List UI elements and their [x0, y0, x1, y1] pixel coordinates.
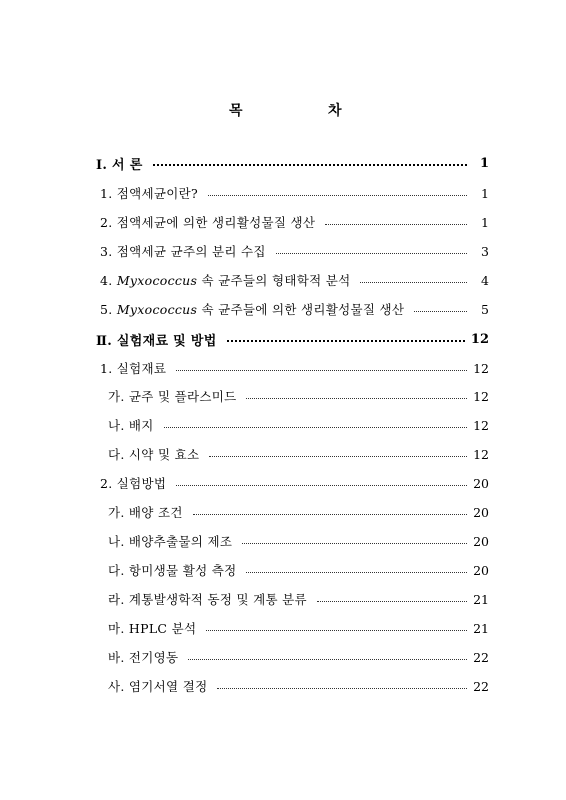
toc-page-number: 3: [481, 243, 489, 259]
toc-page-number: 20: [473, 533, 489, 549]
toc-page-number: 20: [473, 562, 489, 578]
toc-page-number: 22: [473, 649, 489, 665]
toc-dot-leader: [227, 340, 465, 342]
toc-entry: [96, 557, 489, 583]
toc-dot-leader: [360, 282, 467, 283]
toc-entry: [96, 528, 489, 554]
toc-dot-leader: [325, 224, 467, 225]
page-title: [0, 100, 566, 124]
toc-dot-leader: [153, 164, 467, 166]
toc-entry: [96, 355, 489, 381]
toc-entry: [96, 441, 489, 467]
toc-entry-label: 2. 실험방법: [100, 476, 167, 491]
toc-entry: [96, 412, 489, 438]
toc-entry-label: 5. Myxococcus 속 균주들에 의한 생리활성물질 생산: [100, 302, 405, 317]
toc-entry: [96, 644, 489, 670]
toc-entry-italic-genus: Myxococcus: [116, 302, 198, 317]
toc-page-number: 12: [473, 388, 489, 404]
toc-page-number: 21: [473, 591, 489, 607]
toc-entry-label: 1. 실험재료: [100, 361, 167, 376]
toc-page-number: 22: [473, 678, 489, 694]
toc-entry-label: Ⅰ. 서 론: [96, 157, 143, 173]
toc-entry: [96, 470, 489, 496]
toc-entry-label: 라. 계통발생학적 동정 및 계통 분류: [108, 592, 307, 607]
toc-page-number: 1: [479, 155, 489, 171]
toc-entry: [96, 615, 489, 641]
toc-dot-leader: [208, 195, 467, 196]
toc-chapter-entry: [96, 150, 489, 176]
toc-entry: [96, 586, 489, 612]
toc-page-number: 12: [473, 360, 489, 376]
toc-dot-leader: [242, 543, 467, 544]
toc-entry-label: 4. Myxococcus 속 균주들의 형태학적 분석: [100, 273, 351, 288]
toc-entry-italic-genus: Myxococcus: [116, 273, 198, 288]
toc-entry-label: Ⅱ. 실험재료 및 방법: [96, 333, 217, 349]
toc-page-number: 20: [473, 475, 489, 491]
toc-dot-leader: [176, 485, 467, 486]
toc-dot-leader: [206, 630, 467, 631]
toc-entry: [96, 238, 489, 264]
toc-page-number: 21: [473, 620, 489, 636]
toc-entry-label: 다. 시약 및 효소: [108, 447, 200, 462]
toc-entry-label: 나. 배지: [108, 418, 154, 433]
toc-page-number: 5: [481, 301, 489, 317]
title-char-right: 차: [328, 103, 342, 119]
toc-dot-leader: [317, 601, 467, 602]
toc-entry: [96, 209, 489, 235]
toc-entry: [96, 296, 489, 322]
title-char-left: 목: [229, 103, 243, 119]
toc-entry-label: 마. HPLC 분석: [108, 621, 197, 636]
toc-entry-label: 1. 점액세균이란?: [100, 186, 199, 201]
toc-entry-label: 나. 배양추출물의 제조: [108, 534, 233, 549]
toc-page-number: 12: [470, 331, 489, 347]
toc-page-number: 1: [481, 185, 489, 201]
toc-entry-label: 3. 점액세균 균주의 분리 수집: [100, 244, 266, 259]
toc-dot-leader: [164, 427, 467, 428]
toc-page-number: 20: [473, 504, 489, 520]
toc-page-number: 1: [481, 214, 489, 230]
toc-entry: [96, 180, 489, 206]
toc-page-number: 12: [473, 446, 489, 462]
toc-entry-label: 2. 점액세균에 의한 생리활성물질 생산: [100, 215, 316, 230]
toc-page-number: 12: [473, 417, 489, 433]
toc-entry: [96, 673, 489, 699]
toc-entry: [96, 383, 489, 409]
toc-entry: [96, 267, 489, 293]
toc-page-number: 4: [481, 272, 489, 288]
toc-entry-label: 가. 배양 조건: [108, 505, 183, 520]
toc-dot-leader: [246, 398, 467, 399]
toc-entry-label: 가. 균주 및 플라스미드: [108, 389, 237, 404]
toc-entry: [96, 499, 489, 525]
toc-dot-leader: [176, 370, 467, 371]
toc-entry-label: 다. 항미생물 활성 측정: [108, 563, 237, 578]
toc-entry-label: 사. 염기서열 결정: [108, 679, 208, 694]
toc-dot-leader: [188, 659, 467, 660]
toc-entry-label: 바. 전기영동: [108, 650, 179, 665]
toc-dot-leader: [276, 253, 467, 254]
toc-dot-leader: [217, 688, 467, 689]
toc-dot-leader: [193, 514, 467, 515]
toc-dot-leader: [246, 572, 467, 573]
toc-dot-leader: [209, 456, 467, 457]
toc-dot-leader: [414, 311, 467, 312]
toc-chapter-entry: [96, 326, 489, 352]
